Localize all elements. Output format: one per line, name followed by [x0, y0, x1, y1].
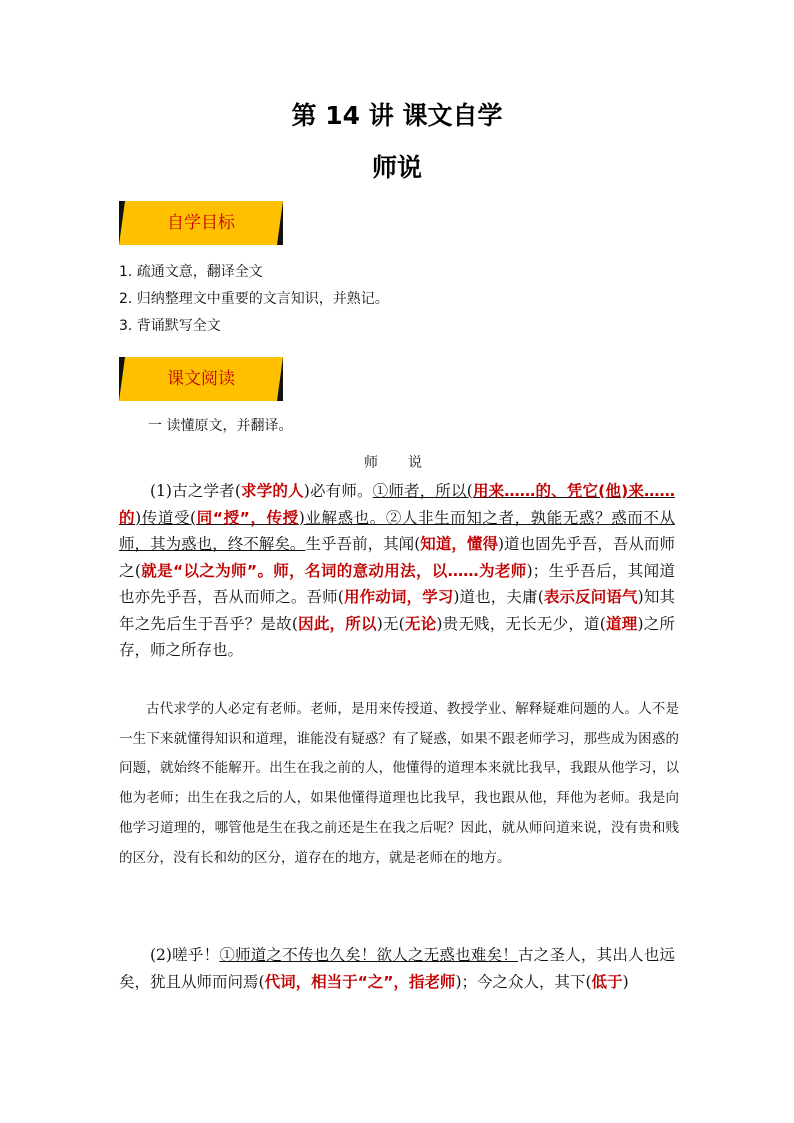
passage-title: 师说 [364, 455, 452, 471]
text: )道也，夫庸( [453, 588, 544, 606]
text: ) [622, 972, 629, 991]
annotation: 代词，相当于“之”，指老师 [264, 972, 456, 991]
text: )必有师。 [303, 482, 373, 500]
section-banner-goals [119, 201, 283, 245]
lesson-title: 第 14 讲 课文自学 [291, 101, 503, 130]
passage-paragraph-1 [119, 478, 675, 664]
annotation: 用作动词，学习 [343, 588, 454, 606]
text: )传道受( [135, 508, 197, 527]
text: ①师者，所以( [372, 482, 473, 500]
annotation: 用来……的、凭它(他)来……的 [119, 482, 675, 527]
text-title: 师说 [371, 153, 422, 182]
annotation: 因此，所以 [297, 614, 377, 633]
goal-item: 3. 背诵默写全文 [119, 318, 221, 334]
annotation: 知道，懂得 [420, 535, 498, 553]
annotation: 同“授”，传授 [196, 508, 299, 527]
annotation: 无论 [404, 614, 437, 633]
annotation: 求学的人 [240, 482, 304, 500]
key-sentence: ①师道之不传也久矣！欲人之无惑也难矣！ [219, 946, 519, 964]
text: )之所存，师之所存也。 [119, 614, 675, 659]
key-sentence: ②人非生而知之者，孰能无惑？惑而不从师，其为惑也，终不解矣。 [119, 508, 675, 553]
goal-item: 1. 疏通文意，翻译全文 [119, 264, 263, 280]
section-banner-reading [119, 357, 283, 401]
translation-paragraph-1: 古代求学的人必定有老师。老师，是用来传授道、教授学业、解释疑难问题的人。人不是一生下来就懂得知识和道理，谁能没有疑惑？有了疑惑，如果不跟老师学习，那些成为困惑的问题，就始终不能解开。出生在我之前的人，他懂得的道理本来就比我早，我跟从他学习，以他为老师；出生在我之后的人，如果他懂得道理也比我早，我也跟从他，拜他为老师。我是向他学习道理的，哪管他是生在我之前还是生在我之后呢？因此，就从师问道来说，没有贵和贱的区分，没有长和幼的区分，道存在的地方，就是老师在的地方。 [119, 701, 679, 866]
text: )贵无贱，无长无少，道( [436, 614, 606, 633]
annotation: 道理 [605, 614, 638, 633]
text: (1)古之学者( [150, 482, 241, 500]
text: )业解惑也。 [298, 508, 386, 527]
text: )；今之众人，其下( [455, 972, 592, 991]
goal-item: 2. 归纳整理文中重要的文言知识，并熟记。 [119, 291, 389, 307]
text: 生乎吾前，其闻( [305, 535, 421, 553]
banner-label: 课文阅读 [167, 369, 235, 389]
text: (2)嗟乎！ [150, 946, 220, 964]
text: )道也固先乎吾，吾从而师之( [119, 535, 675, 580]
text: 古之圣人，其出人也远矣，犹且从师而问焉( [119, 946, 675, 991]
text: )知其年之先后生于吾乎？是故( [119, 588, 675, 633]
banner-label: 自学目标 [167, 213, 235, 233]
annotation: 就是“以之为师”。师，名词的意动用法，以……为老师 [140, 561, 527, 580]
annotation: 表示反问语气 [543, 588, 638, 606]
text: )；生乎吾后，其闻道也亦先乎吾，吾从而师之。吾师( [119, 561, 675, 606]
annotation: 低于 [591, 972, 623, 991]
text: )无( [376, 614, 405, 633]
reading-task: 一 读懂原文，并翻译。 [148, 418, 293, 434]
passage-paragraph-2 [119, 942, 675, 995]
